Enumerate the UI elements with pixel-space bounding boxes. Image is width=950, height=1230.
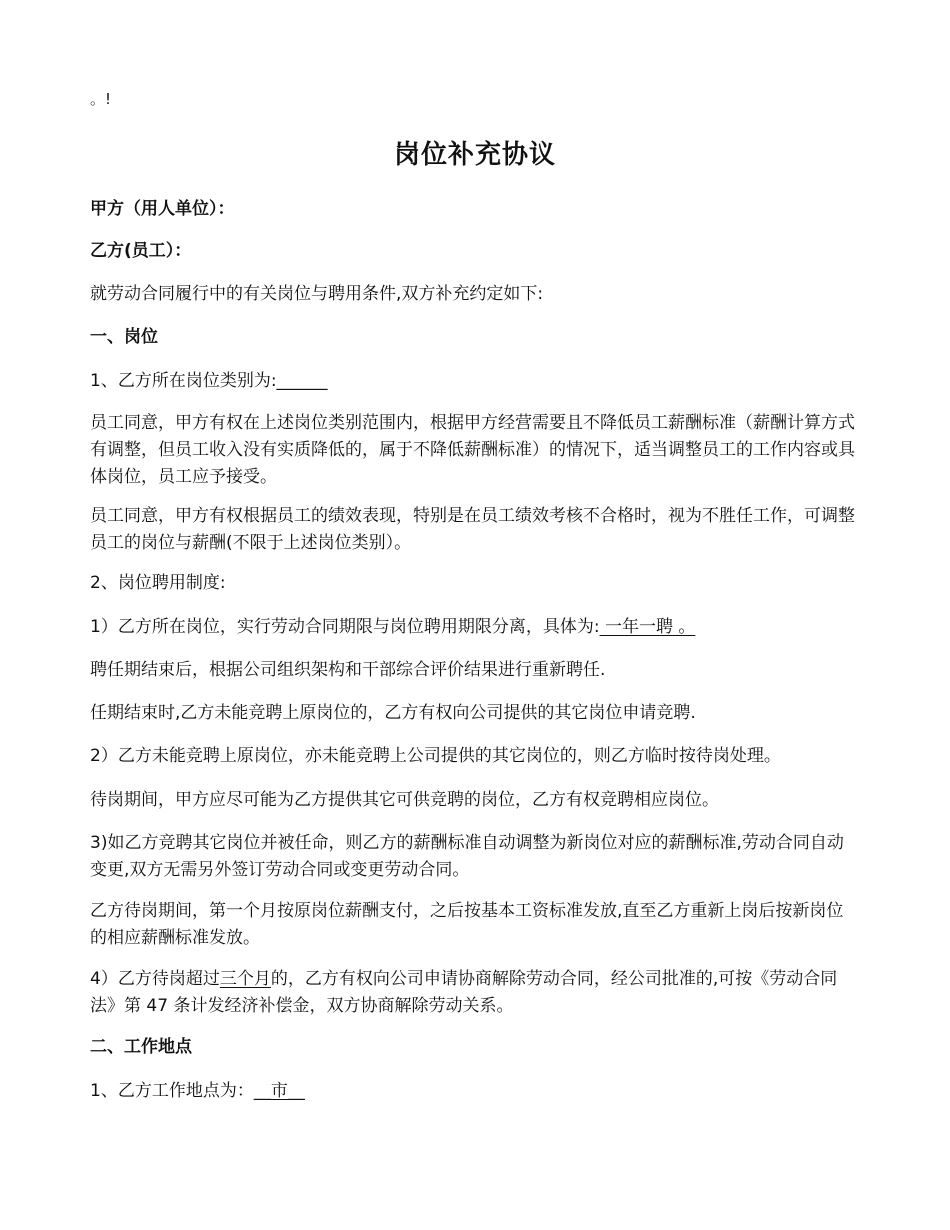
intro-paragraph: 就劳动合同履行中的有关岗位与聘用条件,双方补充约定如下:: [90, 284, 544, 304]
sub-item-4: [90, 966, 860, 1020]
sub-item-1: [90, 614, 860, 641]
section2-item1-value: __市__: [253, 1081, 305, 1101]
sub-item-4-label: 4）乙方待岗超过: [90, 969, 220, 989]
term-end-paragraph: 任期结束时,乙方未能竞聘上原岗位的，乙方有权向公司提供的其它岗位申请竞聘.: [90, 703, 696, 723]
party-a-line: 甲方（用人单位）：: [90, 199, 235, 219]
standby-paragraph: 待岗期间，甲方应尽可能为乙方提供其它可供竞聘的岗位，乙方有权竞聘相应岗位。: [90, 790, 719, 810]
section1-item1: [90, 368, 860, 395]
section1-heading: 一、岗位: [90, 327, 158, 347]
sub-item-2: 2）乙方未能竞聘上原岗位，亦未能竞聘上公司提供的其它岗位的，则乙方临时按待岗处理。: [90, 746, 781, 766]
sub-item-4-text: 的，乙方有权向公司申请协商解除劳动合同，经公司批准的,可按《劳动合同法》第 47 条计发经济补偿金，双方协商解除劳动关系。: [90, 969, 838, 1016]
sub-item-4-value: 三个月: [219, 969, 271, 989]
sub-item-3: 3)如乙方竞聘其它岗位并被任命，则乙方的薪酬标准自动调整为新岗位对应的薪酬标准,劳动合同自动变更,双方无需另外签订劳动合同或变更劳动合同。: [90, 833, 844, 880]
performance-paragraph: 员工同意，甲方有权根据员工的绩效表现，特别是在员工绩效考核不合格时，视为不胜任工作，可调整员工的岗位与薪酬(不限于上述岗位类别）。: [90, 506, 855, 553]
top-mark: 。!: [90, 90, 112, 108]
adjust-paragraph: 员工同意，甲方有权在上述岗位类别范围内，根据甲方经营需要且不降低员工薪酬标准（薪酬计算方式有调整，但员工收入没有实质降低的，属于不降低薪酬标准）的情况下，适当调整员工的工作内容或具体岗位，员工应予接受。: [90, 413, 855, 487]
party-b-line: 乙方(员工）：: [90, 241, 192, 261]
section1-item2: 2、岗位聘用制度:: [90, 573, 226, 593]
section2-item1-label: 1、乙方工作地点为：: [90, 1081, 254, 1101]
section2-item1: [90, 1078, 860, 1105]
document-title: 岗位补充协议: [393, 140, 556, 170]
sub-item-1-label: 1）乙方所在岗位，实行劳动合同期限与岗位聘用期限分离，具体为:: [90, 617, 600, 637]
reappoint-paragraph: 聘任期结束后，根据公司组织架构和干部综合评价结果进行重新聘任.: [90, 660, 606, 680]
section2-heading: 二、工作地点: [90, 1037, 192, 1057]
standby-pay-paragraph: 乙方待岗期间，第一个月按原岗位薪酬支付，之后按基本工资标准发放,直至乙方重新上岗后按新岗位的相应薪酬标准发放。: [90, 901, 844, 948]
sub-item-1-value: 一年一聘 。: [599, 617, 696, 637]
section1-item1-label: 1、乙方所在岗位类别为:: [90, 371, 277, 391]
section1-item1-blank: ______: [276, 371, 328, 391]
